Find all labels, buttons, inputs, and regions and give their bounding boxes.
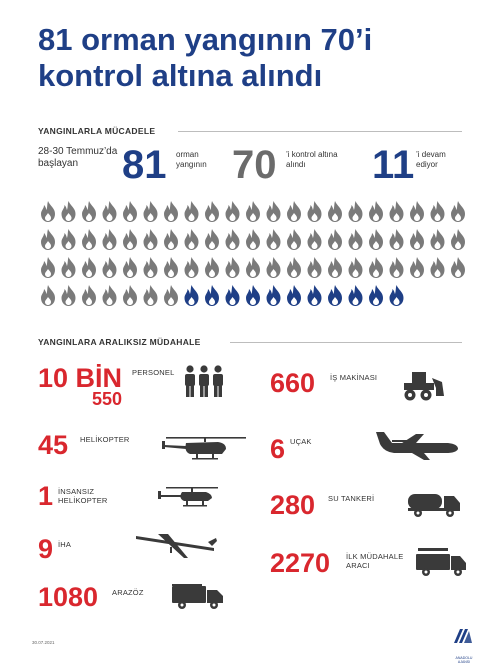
controlled-fire-icon [390,201,404,222]
controlled-fires-label: ’i kontrol altına alındı [286,150,338,169]
helicopter-label: HELİKOPTER [80,435,130,444]
controlled-fire-icon [226,201,240,222]
controlled-fire-icon [328,257,342,278]
ongoing-fire-icon [205,285,219,306]
controlled-fire-icon [287,201,301,222]
controlled-fire-icon [451,257,465,278]
ongoing-fire-icon [390,285,404,306]
controlled-fire-icon [328,201,342,222]
controlled-fire-icon [390,257,404,278]
controlled-fire-icon [144,257,158,278]
controlled-fire-icon [451,229,465,250]
controlled-fire-icon [205,201,219,222]
controlled-fire-icon [41,201,55,222]
plane-icon [372,426,462,466]
controlled-fire-icon [144,201,158,222]
controlled-fire-icon [103,257,117,278]
fire-pictogram-grid [38,198,468,310]
plane-number: 6 [270,434,286,464]
ongoing-fire-icon [308,285,322,306]
ongoing-fire-icon [267,285,281,306]
start-date-text: 28-30 Temmuz’da başlayan [38,146,118,169]
drone-icon [134,530,218,560]
controlled-fire-icon [103,201,117,222]
personnel-label: PERSONEL [132,368,175,377]
controlled-fire-icon [349,229,363,250]
helicopter-icon [160,432,250,462]
helicopter-number: 45 [38,430,69,460]
controlled-fire-icon [103,285,117,306]
controlled-fire-icon [349,201,363,222]
page-title: 81 orman yangının 70’i kontrol altına alındı [38,22,373,93]
controlled-fire-icon [82,201,96,222]
aa-logo-icon [452,627,476,651]
water-tanker-label: SU TANKERİ [328,494,375,503]
personnel-sub-number: 550 [92,389,123,409]
unmanned-helicopter-label: İNSANSIZ HELİKOPTER [58,487,108,505]
controlled-fire-icon [308,257,322,278]
uav-label: İHA [58,540,72,549]
construction-machine-number: 660 [270,368,316,398]
controlled-fire-icon [410,257,424,278]
bulldozer-icon [400,368,446,402]
controlled-fire-icon [246,229,260,250]
controlled-fire-icon [246,201,260,222]
controlled-fire-icon [205,257,219,278]
controlled-fire-icon [144,285,158,306]
controlled-fire-icon [369,229,383,250]
first-response-label: İLK MÜDAHALE ARACI [346,552,404,570]
ongoing-fire-icon [226,285,240,306]
controlled-fire-icon [62,201,76,222]
water-tanker-number: 280 [270,490,316,520]
controlled-fire-icon [246,257,260,278]
controlled-fire-icon [226,257,240,278]
ongoing-fires-number: 11 [372,143,415,187]
personnel-number: 10 BİN [38,363,123,393]
section-heading-response: YANGINLARA ARALIKSIZ MÜDAHALE [38,337,201,347]
fire-engine-label: ARAZÖZ [112,588,144,597]
controlled-fire-icon [369,201,383,222]
controlled-fire-icon [308,201,322,222]
controlled-fire-icon [226,229,240,250]
construction-machine-label: İŞ MAKİNASI [330,373,378,382]
ongoing-fire-icon [287,285,301,306]
section-heading-fires: YANGINLARLA MÜCADELE [38,126,156,136]
controlled-fire-icon [369,257,383,278]
controlled-fire-icon [82,229,96,250]
controlled-fire-icon [185,229,199,250]
ongoing-fire-icon [349,285,363,306]
controlled-fire-icon [287,229,301,250]
controlled-fire-icon [185,257,199,278]
controlled-fire-icon [103,229,117,250]
controlled-fire-icon [144,229,158,250]
controlled-fire-icon [431,229,445,250]
controlled-fire-icon [123,229,137,250]
ongoing-fire-icon [185,285,199,306]
controlled-fire-icon [164,201,178,222]
personnel-icon [182,364,226,398]
first-response-number: 2270 [270,548,331,578]
controlled-fire-icon [123,257,137,278]
agency-name: ANADOLU AJANSI [455,656,473,664]
controlled-fire-icon [164,257,178,278]
controlled-fire-icon [431,257,445,278]
controlled-fire-icon [123,285,137,306]
unmanned-helicopter-number: 1 [38,481,54,511]
controlled-fire-icon [164,285,178,306]
controlled-fire-icon [41,257,55,278]
water-tanker-icon [406,490,462,518]
controlled-fire-icon [164,229,178,250]
controlled-fire-icon [349,257,363,278]
controlled-fire-icon [328,229,342,250]
controlled-fire-icon [123,201,137,222]
controlled-fire-icon [41,229,55,250]
controlled-fire-icon [185,201,199,222]
ongoing-fire-icon [369,285,383,306]
controlled-fire-icon [82,257,96,278]
controlled-fire-icon [267,229,281,250]
controlled-fire-icon [431,201,445,222]
controlled-fire-icon [308,229,322,250]
controlled-fire-icon [451,201,465,222]
fire-truck-icon [170,582,226,610]
controlled-fire-icon [390,229,404,250]
controlled-fires-number: 70 [232,143,277,187]
controlled-fire-icon [82,285,96,306]
total-fires-number: 81 [122,143,167,187]
controlled-fire-icon [267,257,281,278]
controlled-fire-icon [62,229,76,250]
fire-engine-number: 1080 [38,582,99,612]
first-response-vehicle-icon [414,546,468,578]
controlled-fire-icon [267,201,281,222]
unmanned-helicopter-icon [156,484,226,510]
controlled-fire-icon [410,201,424,222]
ongoing-fires-label: ’i devam ediyor [416,150,446,169]
controlled-fire-icon [62,285,76,306]
anadolu-agency-logo [452,627,476,664]
footer-date: 30.07.2021 [32,640,55,645]
controlled-fire-icon [62,257,76,278]
controlled-fire-icon [205,229,219,250]
total-fires-label: orman yangının [176,150,207,169]
controlled-fire-icon [41,285,55,306]
ongoing-fire-icon [246,285,260,306]
controlled-fire-icon [287,257,301,278]
plane-label: UÇAK [290,437,312,446]
ongoing-fire-icon [328,285,342,306]
section-divider [178,131,462,132]
controlled-fire-icon [410,229,424,250]
uav-number: 9 [38,534,54,564]
section-divider-2 [230,342,462,343]
